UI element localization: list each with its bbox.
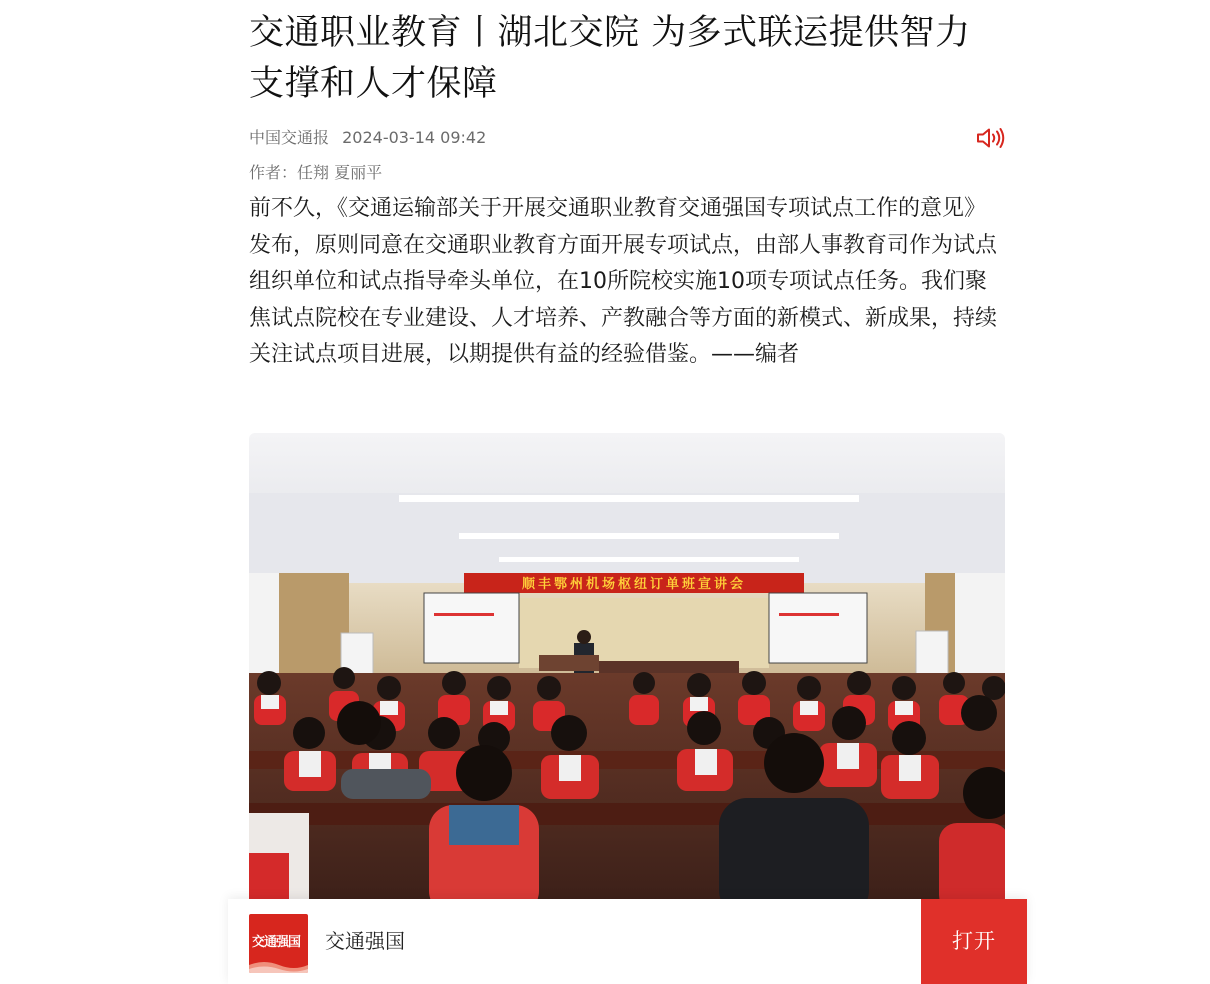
- open-app-button[interactable]: 打开: [921, 899, 1027, 984]
- app-name: 交通强国: [325, 929, 405, 953]
- speaker-icon[interactable]: [976, 126, 1006, 150]
- article-meta: [249, 126, 1006, 150]
- app-logo: [249, 914, 308, 973]
- article-source: 中国交通报: [249, 128, 330, 147]
- article-title: 交通职业教育丨湖北交院 为多式联运提供智力支撑和人才保障: [249, 13, 971, 104]
- banner-text: 顺丰鄂州机场枢纽订单班宣讲会: [521, 577, 747, 592]
- article: [249, 0, 1006, 374]
- app-logo-text: 交通强国: [252, 935, 301, 950]
- article-author: 作者：任翔 夏丽平: [249, 163, 383, 182]
- app-download-bar: [228, 899, 1027, 984]
- article-photo: [249, 433, 1005, 913]
- article-lead: 前不久，《交通运输部关于开展交通职业教育交通强国专项试点工作的意见》发布，原则同意在交通职业教育方面开展专项试点，由部人事教育司作为试点组织单位和试点指导牵头单位，在10所院校实施10项专项试点任务。我们聚焦试点院校在专业建设、人才培养、产教融合等方面的新模式、新成果，持续关注试点项目进展，以期提供有益的经验借鉴。——编者: [249, 196, 998, 368]
- article-datetime: 2024-03-14 09:42: [342, 128, 487, 147]
